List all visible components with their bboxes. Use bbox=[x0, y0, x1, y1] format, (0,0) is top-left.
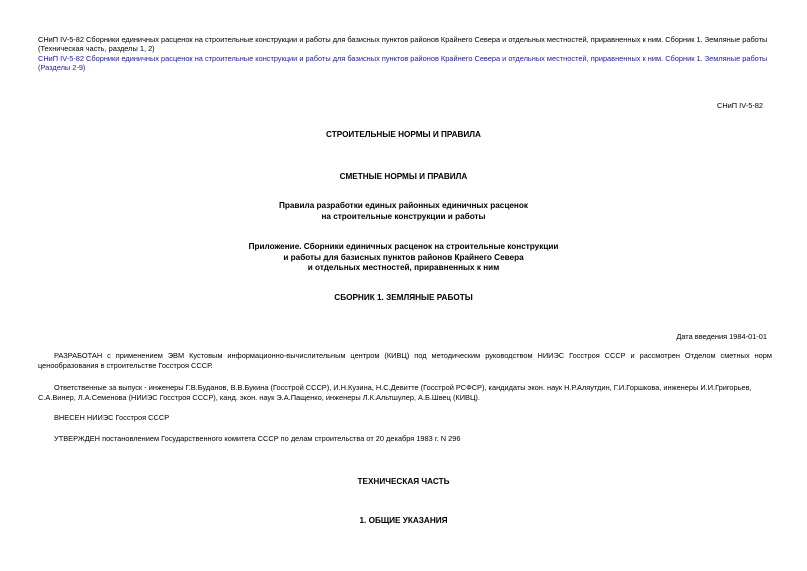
title-appendix-line1: Приложение. Сборники единичных расценок на строительные конструкции bbox=[248, 242, 559, 251]
title-appendix-line3: и отдельных местностей, приравненных к ним bbox=[307, 263, 500, 272]
header-links bbox=[38, 35, 778, 73]
title-rules-line1: Правила разработки единых районных единичных расценок bbox=[279, 201, 528, 210]
doc-link-sections-line1[interactable]: СНиП IV-5-82 Сборники единичных расценок на строительные конструкции и работы для базисных пунктов районов Крайнего Севера и отдельных местностей, приравненных к ним. Сборник 1. Земляные работы bbox=[38, 53, 768, 63]
title-appendix bbox=[0, 242, 807, 274]
doc-code: СНиП IV-5-82 bbox=[717, 101, 763, 110]
title-appendix-line2: и работы для базисных пунктов районов Крайнего Севера bbox=[283, 252, 524, 262]
paragraph-responsible-line2: С.А.Винер, Л.А.Семенова (НИИЭС Госстроя СССР), канд. экон. наук Э.А.Пащенко, инженеры Л.К.Альтшулер, А.Б.Швец (КИВЦ). bbox=[38, 393, 480, 403]
title-building-norms: СТРОИТЕЛЬНЫЕ НОРМЫ И ПРАВИЛА bbox=[326, 130, 481, 139]
doc-link-technical-part-line1[interactable]: СНиП IV-5-82 Сборники единичных расценок на строительные конструкции и работы для базисных пунктов районов Крайнего Севера и отдельных местностей, приравненных к ним. Сборник 1. Земляные работы bbox=[38, 35, 768, 44]
title-rules-line2: на строительные конструкции и работы bbox=[321, 211, 486, 221]
paragraph-introduced: ВНЕСЕН НИИЭС Госстроя СССР bbox=[54, 413, 170, 422]
paragraph-responsible bbox=[38, 383, 772, 404]
date-intro: Дата введения 1984-01-01 bbox=[676, 332, 767, 341]
paragraph-approved: УТВЕРЖДЕН постановлением Государственного комитета СССР по делам строительства от 20 декабря 1983 г. N 296 bbox=[54, 434, 461, 443]
title-collection: СБОРНИК 1. ЗЕМЛЯНЫЕ РАБОТЫ bbox=[334, 293, 473, 302]
paragraph-responsible-line1: Ответственные за выпуск - инженеры Г.В.Буданов, В.В.Букина (Госстрой СССР), И.Н.Кузина, Н.С.Девитте (Госстрой РСФСР), кандидаты экон. наук Н.Р.Аляутдин, Г.И.Горшкова, инженеры И.И.Григорьев, bbox=[54, 383, 752, 392]
title-estimate-norms: СМЕТНЫЕ НОРМЫ И ПРАВИЛА bbox=[339, 172, 468, 181]
doc-link-sections-line2[interactable]: (Разделы 2-9) bbox=[38, 63, 86, 73]
heading-technical-part: ТЕХНИЧЕСКАЯ ЧАСТЬ bbox=[357, 477, 450, 486]
doc-link-technical-part[interactable] bbox=[38, 35, 778, 54]
title-rules bbox=[0, 201, 807, 222]
heading-general-instructions: 1. ОБЩИЕ УКАЗАНИЯ bbox=[359, 516, 448, 525]
doc-link-technical-part-line2[interactable]: (Техническая часть, разделы 1, 2) bbox=[38, 44, 155, 54]
paragraph-developed: РАЗРАБОТАН с применением ЭВМ Кустовым информационно-вычислительным центром (КИВЦ) под методическим руководством НИИЭС Госстроя СССР и рассмотрен Отделом сметных норм ценообразования в строительстве Госстроя СССР. bbox=[38, 351, 772, 371]
doc-link-sections[interactable] bbox=[38, 54, 778, 73]
